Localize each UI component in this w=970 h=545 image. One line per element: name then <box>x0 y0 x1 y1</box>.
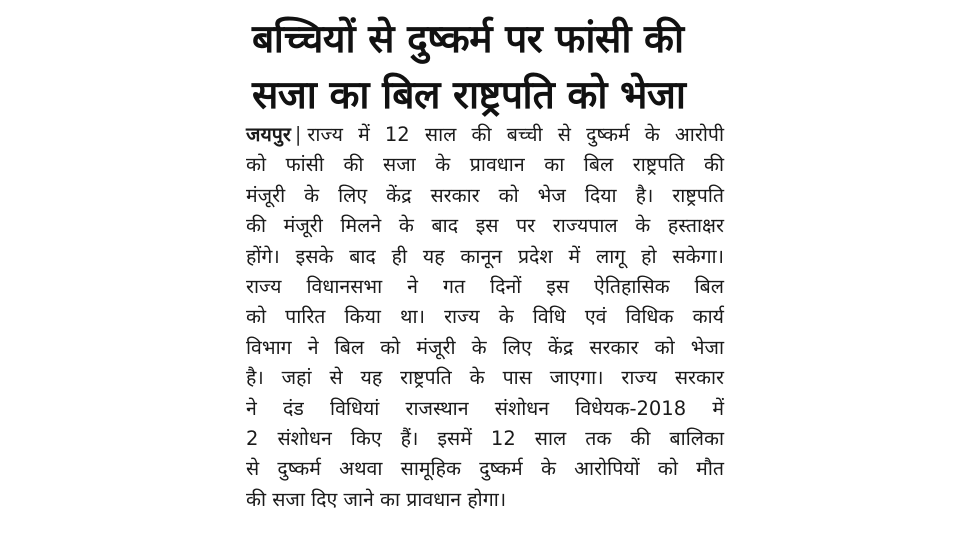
dateline: जयपुर <box>246 123 291 146</box>
body-line-9: है। जहां से यह राष्ट्रपति के पास जाएगा। राज्य सरकार <box>246 366 724 390</box>
body-line-4: की मंजूरी मिलने के बाद इस पर राज्यपाल के हस्ताक्षर <box>246 214 724 238</box>
body-line-5: होंगे। इसके बाद ही यह कानून प्रदेश में लागू हो सकेगा। <box>246 244 724 268</box>
article-body <box>246 120 724 515</box>
body-line-12: से दुष्कर्म अथवा सामूहिक दुष्कर्म के आरोपियों को मौत <box>246 457 724 481</box>
headline <box>252 12 730 124</box>
news-clipping <box>240 0 730 545</box>
dateline-separator: | <box>294 123 302 146</box>
body-line-11: 2 संशोधन किए हैं। इसमें 12 साल तक की बालिका <box>246 427 724 451</box>
headline-line-1: बच्चियों से दुष्कर्म पर फांसी की <box>252 17 684 62</box>
body-line-3: मंजूरी के लिए केंद्र सरकार को भेज दिया है। राष्ट्रपति <box>246 183 724 207</box>
body-line-1-text: राज्य में 12 साल की बच्ची से दुष्कर्म के आरोपी <box>307 123 724 146</box>
body-line-6: राज्य विधानसभा ने गत दिनों इस ऐतिहासिक बिल <box>246 275 724 299</box>
body-line-2: को फांसी की सजा के प्रावधान का बिल राष्ट्रपति की <box>246 153 724 177</box>
body-line-10: ने दंड विधियां राजस्थान संशोधन विधेयक-2018 में <box>246 396 724 420</box>
body-line-13: की सजा दिए जाने का प्रावधान होगा। <box>246 487 507 511</box>
body-line-8: विभाग ने बिल को मंजूरी के लिए केंद्र सरकार को भेजा <box>246 335 724 359</box>
body-line-1 <box>246 120 724 150</box>
body-line-7: को पारित किया था। राज्य के विधि एवं विधिक कार्य <box>246 305 724 329</box>
headline-line-2: सजा का बिल राष्ट्रपति को भेजा <box>252 73 686 118</box>
